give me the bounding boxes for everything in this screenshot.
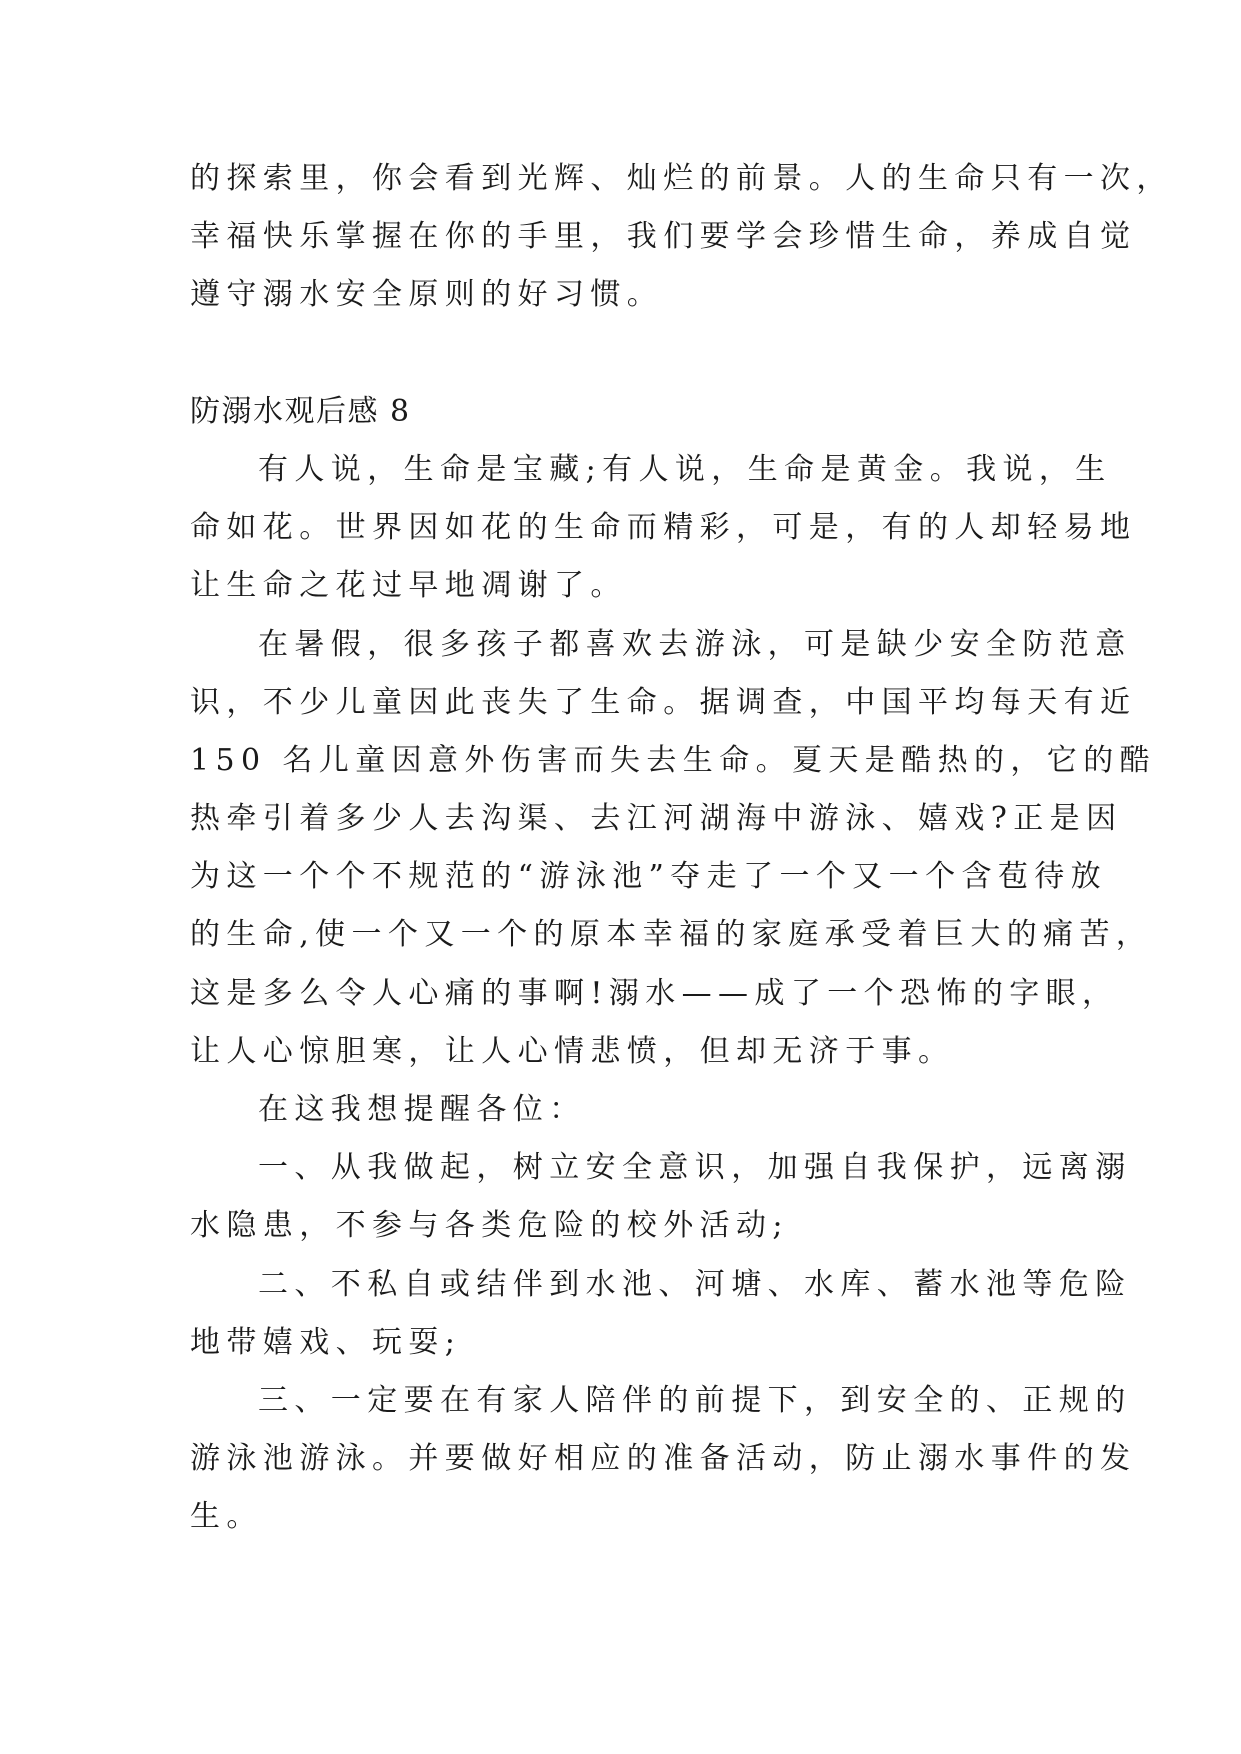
text-line: 让生命之花过早地凋谢了。 xyxy=(190,568,627,604)
paragraph-spacer xyxy=(190,325,1060,383)
text-line: 一、从我做起，树立安全意识，加强自我保护，远离溺 xyxy=(258,1150,1132,1186)
paragraph-4 xyxy=(190,1139,1132,1255)
paragraph-3 xyxy=(190,1081,1060,1139)
paragraph-5 xyxy=(190,1256,1132,1372)
text-line: 150 名儿童因意外伤害而失去生命。夏天是酷热的，它的酷 xyxy=(190,742,1156,778)
section-title: 防溺水观后感 8 xyxy=(190,393,411,429)
text-line: 幸福快乐掌握在你的手里，我们要学会珍惜生命，养成自觉 xyxy=(190,219,1137,255)
text-line: 的生命,使一个又一个的原本幸福的家庭承受着巨大的痛苦， xyxy=(190,917,1153,953)
text-line: 遵守溺水安全原则的好习惯。 xyxy=(190,277,664,313)
paragraph-6 xyxy=(190,1372,1137,1547)
paragraph-2 xyxy=(190,616,1156,1082)
text-line: 命如花。世界因如花的生命而精彩，可是，有的人却轻易地 xyxy=(190,510,1137,546)
text-line: 地带嬉戏、玩耍; xyxy=(190,1324,462,1360)
text-line: 在这我想提醒各位： xyxy=(258,1092,586,1127)
text-line: 水隐患，不参与各类危险的校外活动; xyxy=(190,1208,789,1244)
text-line: 生。 xyxy=(190,1499,263,1535)
text-line: 让人心惊胆寒，让人心情悲愤，但却无济于事。 xyxy=(190,1033,955,1069)
document-body xyxy=(190,150,1173,1547)
intro-paragraph xyxy=(190,150,1173,325)
text-line: 三、一定要在有家人陪伴的前提下，到安全的、正规的 xyxy=(258,1382,1132,1418)
text-line: 热牵引着多少人去沟渠、去江河湖海中游泳、嬉戏?正是因 xyxy=(190,801,1123,837)
text-line: 在暑假，很多孩子都喜欢去游泳，可是缺少安全防范意 xyxy=(258,626,1132,662)
text-line: 二、不私自或结伴到水池、河塘、水库、蓄水池等危险 xyxy=(258,1266,1132,1302)
text-line: 有人说，生命是宝藏;有人说，生命是黄金。我说，生 xyxy=(258,451,1112,487)
text-line: 为这一个个不规范的“游泳池”夺走了一个又一个含苞待放 xyxy=(190,859,1108,895)
text-line: 的探索里，你会看到光辉、灿烂的前景。人的生命只有一次， xyxy=(190,161,1173,196)
text-line: 游泳池游泳。并要做好相应的准备活动，防止溺水事件的发 xyxy=(190,1441,1137,1477)
paragraph-1 xyxy=(190,441,1137,616)
text-line: 识，不少儿童因此丧失了生命。据调查，中国平均每天有近 xyxy=(190,684,1137,720)
text-line: 这是多么令人心痛的事啊!溺水——成了一个恐怖的字眼， xyxy=(190,975,1119,1011)
